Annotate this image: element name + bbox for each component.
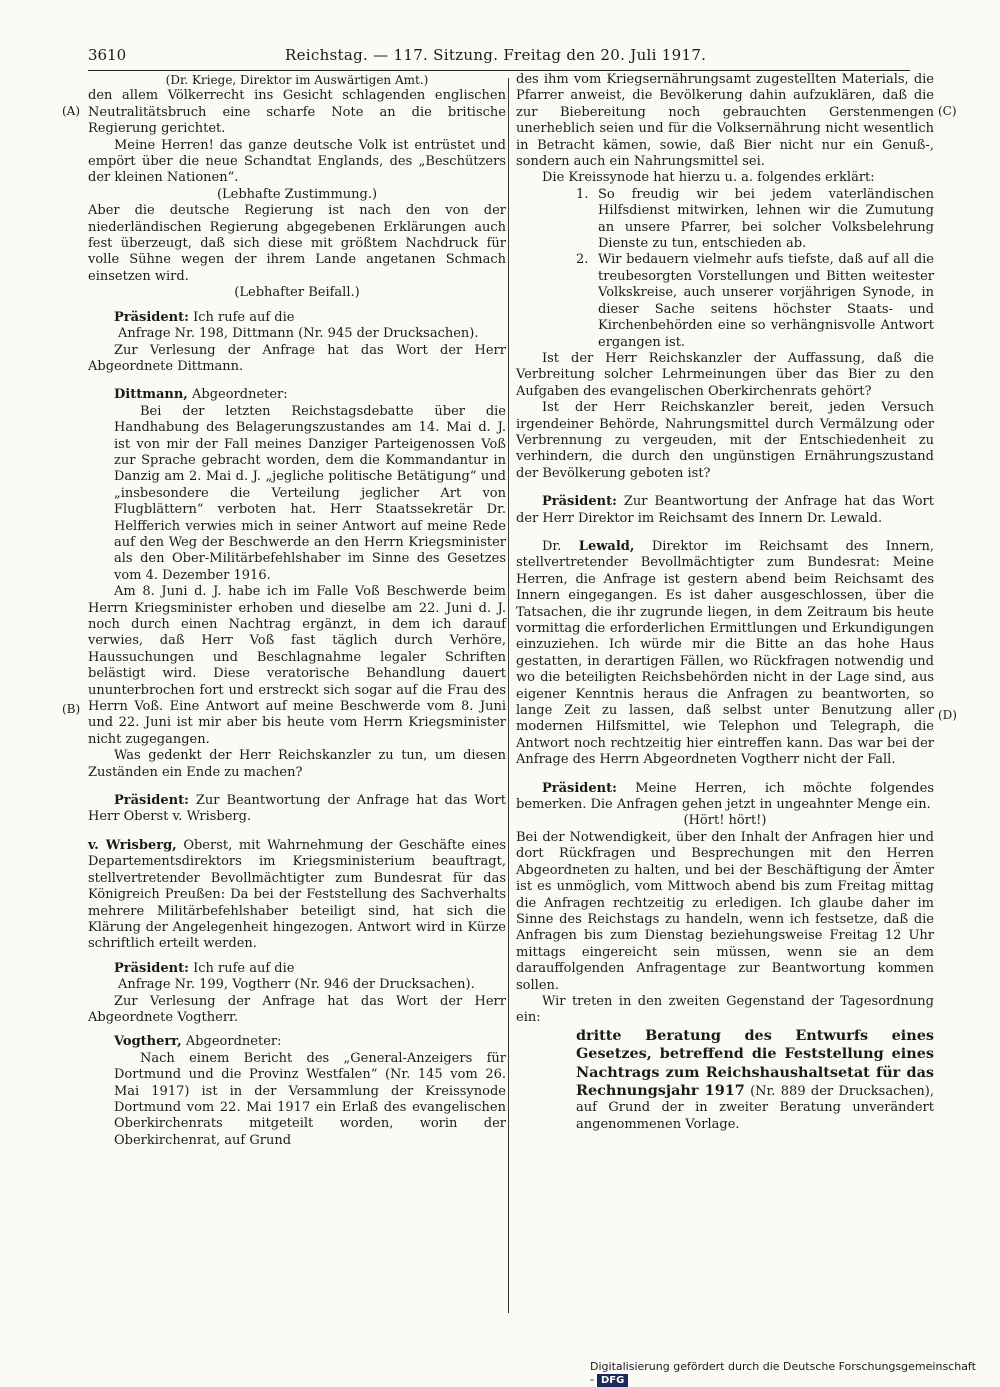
paragraph: des ihm vom Kriegsernährungsamt zugestellten Materials, die Pfarrer anweist, die Bevölkerung dahin aufzuklären, daß die zur Biebereitung noch gebrauchten Gerstenmengen unerheblich seien und für die Volksernährung nicht wesentlich in Betracht kämen, sowie, daß Bier nicht nur ein Genuß-, sondern auch ein Nahrungsmittel sei.: [516, 72, 934, 170]
speaker-name: v. Wrisberg,: [88, 837, 177, 853]
paragraph: Was gedenkt der Herr Reichskanzler zu tun, um diesen Zuständen ein Ende zu machen?: [88, 748, 506, 780]
speaker-name: Vogtherr,: [114, 1034, 182, 1050]
speech-lewald: [516, 539, 934, 769]
paragraph: Bei der Notwendigkeit, über den Inhalt der Anfragen hier und dort Rückfragen und Besprechungen mit den Herren Abgeordneten zu halten, und bei der Beschäftigung der Ämter ist es unmöglich, vom Mittwoch abend bis zum Freitag mittag die Anfragen rechtzeitig zu erledigen. Ich glaube daher im Sinne des Reichstags zu handeln, wenn ich festsetze, daß die Anfragen bis zum Dienstag beziehungsweise Freitag 12 Uhr mittags eingereicht sein müssen, wenn sie an dem darauffolgenden Anfragentage zur Beantwortung kommen sollen.: [516, 829, 934, 993]
page-number: 3610: [88, 46, 127, 64]
speech-text: Meine Herren, ich möchte folgendes bemerken. Die Anfragen gehen jetzt in ungeahnter Menge ein.: [516, 780, 934, 813]
paragraph: Nach einem Bericht des „General-Anzeigers für Dortmund und die Provinz Westfalen“ (Nr. 145 vom 26. Mai 1917) ist in der Versammlung der Kreissynode Dortmund vom 22. Mai 1917 ein Erlaß des evangelischen Oberkirchenrats mitgeteilt worden, worin der Oberkirchenrat, auf Grund: [114, 1050, 506, 1148]
inquiry-reference: Anfrage Nr. 199, Vogtherr (Nr. 946 der Drucksachen).: [118, 977, 475, 993]
speech-text: Zur Beantwortung der Anfrage hat das Wort der Herr Direktor im Reichsamt des Innern Dr. Lewald.: [516, 494, 934, 526]
dfg-logo: DFG: [597, 1374, 628, 1387]
column-divider: [508, 78, 509, 1313]
speech-vogtherr: [88, 1034, 506, 1050]
paragraph: Zur Verlesung der Anfrage hat das Wort der Herr Abgeordnete Vogtherr.: [88, 993, 506, 1025]
list-item: [516, 187, 934, 253]
paragraph: Aber die deutsche Regierung ist nach den von der niederländischen Regierung abgegebenen Erklärungen auch fest überzeugt, daß sich diese mit größtem Nachdruck für volle Sühne wegen der ihrem Lande angetanen Schmach einsetzen wird.: [88, 203, 506, 284]
paragraph: Bei der letzten Reichstagsdebatte über die Handhabung des Belagerungszustandes am 14. Mai d. J. ist von mir der Fall meines Danziger Parteigenossen Voß zur Sprache gebracht worden, dem die Kommandantur in Danzig am 2. Mai d. J. „jegliche politische Betätigung“ und „insbesondere die Verteilung jeglicher Art von Flugblättern“ verboten hat. Herr Staatssekretär Dr. Helfferich verwies mich in seiner Antwort auf meine Rede auf den Weg der Beschwerde an den Herrn Kriegsminister als den Ober-Militärbefehlshaber im Sinne des Gesetzes vom 4. Dezember 1916.: [114, 403, 506, 583]
page-header: [0, 46, 1000, 72]
speech-president: [88, 961, 506, 977]
list-number: 2.: [576, 252, 589, 268]
inquiry-reference: Anfrage Nr. 198, Dittmann (Nr. 945 der Drucksachen).: [118, 326, 479, 342]
interjection: (Lebhafte Zustimmung.): [216, 186, 378, 202]
list-text: So freudig wir bei jedem vaterländischen Hilfsdienst mitwirken, lehnen wir die Zumutung an unsere Pfarrer, bei solcher Volksbelehrung Dienste zu tun, entschieden ab.: [598, 186, 934, 252]
paragraph: Ist der Herr Reichskanzler der Auffassung, daß die Verbreitung solcher Lehrmeinungen über das Bier zu den Aufgaben des evangelischen Oberkirchenrats gehört?: [516, 350, 934, 399]
paragraph: Die Kreissynode hat hierzu u. a. folgendes erklärt:: [542, 170, 875, 186]
speaker-name: Präsident:: [114, 793, 189, 809]
speech-text: Abgeordneter:: [191, 387, 288, 403]
speech-text: Zur Beantwortung der Anfrage hat das Wort Herr Oberst v. Wrisberg.: [88, 793, 506, 825]
list-number: 1.: [576, 186, 589, 202]
list-text: Wir bedauern vielmehr aufs tiefste, daß auf all die treubesorgten Vorstellungen und Bitten weitester Volkskreise, auch unserer vorjährigen Synode, in dieser Sache seitens höchster Staats- und Kirchenbehörden eine so verhängnisvolle Antwort ergangen ist.: [598, 252, 934, 350]
speaker-name: Präsident:: [114, 309, 189, 325]
speaker-name: Präsident:: [542, 780, 617, 796]
agenda-text: (Nr. 889 der Drucksachen), auf Grund der in zweiter Beratung unverändert angenommenen Vorlage.: [576, 1083, 934, 1132]
speaker-name: Dittmann,: [114, 387, 188, 403]
speaker-name: Lewald,: [578, 538, 635, 554]
paragraph: Wir treten in den zweiten Gegenstand der Tagesordnung ein:: [516, 993, 934, 1026]
speech-president: [516, 781, 934, 814]
list-item: [516, 252, 934, 350]
agenda-item: [516, 1027, 934, 1133]
interjection: (Hört! hört!): [683, 813, 767, 829]
paragraph: Zur Verlesung der Anfrage hat das Wort der Herr Abgeordnete Dittmann.: [88, 342, 506, 374]
speech-dittmann: [88, 387, 506, 403]
running-title: Reichstag. — 117. Sitzung. Freitag den 20. Juli 1917.: [285, 46, 707, 64]
margin-mark-c: (C): [938, 104, 957, 118]
speech-text: Direktor im Reichsamt des Innern, stellvertretender Bevollmächtigter zum Bundesrat: Meine Herren, die Anfrage ist gestern abend beim Reichsamt des Innern eingegangen. Es ist daher ausgeschlossen, über die Tatsachen, die ihr zugrunde liegen, in dem Zeitraum bis heute vormittag die erforderlichen Ermittlungen und Erkundigungen einzuziehen. Ich würde mir die Bitte an das hohe Haus gestatten, in derartigen Fällen, wo Rückfragen notwendig und wo die beteiligten Reichsbehörden nicht in der Lage sind, aus eigener Kenntnis heraus die Anfragen zu beantworten, so lange Zeit zu lassen, daß selbst unter Benutzung aller modernen Hilfsmittel, wie Telephon und Telegraph, die Antwort noch rechtzeitig hier eintreffen kann. Das war bei der Anfrage des Herrn Abgeordneten Vogtherr nicht der Fall.: [516, 538, 934, 768]
speech-wrisberg: [88, 838, 506, 953]
speaker-name: Präsident:: [542, 494, 617, 510]
speech-president: [88, 310, 506, 326]
margin-mark-d: (D): [938, 708, 957, 722]
speaker-name: Präsident:: [114, 960, 189, 976]
speech-text: Ich rufe auf die: [193, 960, 295, 976]
speech-text: Oberst, mit Wahrnehmung der Geschäfte eines Departementsdirektors im Kriegsministerium beauftragt, stellvertretender Bevollmächtigter zum Bundesrat für das Königreich Preußen: Da bei der Feststellung des Sachverhalts mehrere Militärbefehlshaber beteiligt sind, hat sich die Klärung der Angelegenheit hingezogen. Antwort wird in Kürze schriftlich erteilt werden.: [88, 837, 506, 952]
speech-president: [88, 793, 506, 826]
margin-mark-a: (A): [62, 104, 81, 118]
agenda-title: dritte Beratung des Entwurfs eines Gesetzes, betreffend die Feststellung eines Nachtrags zum Reichshaushaltsetat für das Rechnungsjahr 1917: [576, 1026, 934, 1099]
speech-text: Ich rufe auf die: [193, 309, 295, 325]
left-column: [88, 72, 506, 1149]
speaker-note: (Dr. Kriege, Direktor im Auswärtigen Amt.): [165, 73, 429, 87]
footer-text: Digitalisierung gefördert durch die Deutsche Forschungsgemeinschaft -: [590, 1360, 976, 1386]
margin-mark-b: (B): [62, 702, 81, 716]
paragraph: Ist der Herr Reichskanzler bereit, jeden Versuch irgendeiner Behörde, Nahrungsmittel durch Vermälzung oder Verbrennung zu vergeuden, mit der Entschiedenheit zu verhindern, die durch den ungünstigen Ernährungszustand der Bevölkerung geboten ist?: [516, 400, 934, 481]
paragraph: den allem Völkerrecht ins Gesicht schlagenden englischen Neutralitätsbruch eine scharfe Note an die britische Regierung gerichtet.: [88, 88, 506, 137]
paragraph: Am 8. Juni d. J. habe ich im Falle Voß Beschwerde beim Herrn Kriegsminister erhoben und dieselbe am 22. Juni d. J. noch durch einen Nachtrag ergänzt, in dem ich darauf verwies, daß Herr Voß fast täglich durch Verhöre, Haussuchungen und Beschlagnahme legaler Schriften belästigt wird. Diese veratorische Behandlung dauert ununterbrochen fort und erstreckt sich sogar auf die Frau des Herrn Voß. Eine Antwort auf meine Beschwerde vom 8. Juni und 22. Juni ist mir aber bis heute vom Herrn Kriegsminister nicht zugegangen.: [88, 584, 506, 747]
speech-president: [516, 494, 934, 527]
speaker-title: Dr.: [542, 538, 562, 554]
paragraph: Meine Herren! das ganze deutsche Volk ist entrüstet und empört über die neue Schandtat Englands, des „Beschützers der kleinen Nationen“.: [88, 137, 506, 186]
interjection: (Lebhafter Beifall.): [234, 285, 360, 301]
speech-text: Abgeordneter:: [185, 1034, 282, 1050]
right-column: [516, 72, 934, 1133]
header-rule: [88, 70, 910, 71]
